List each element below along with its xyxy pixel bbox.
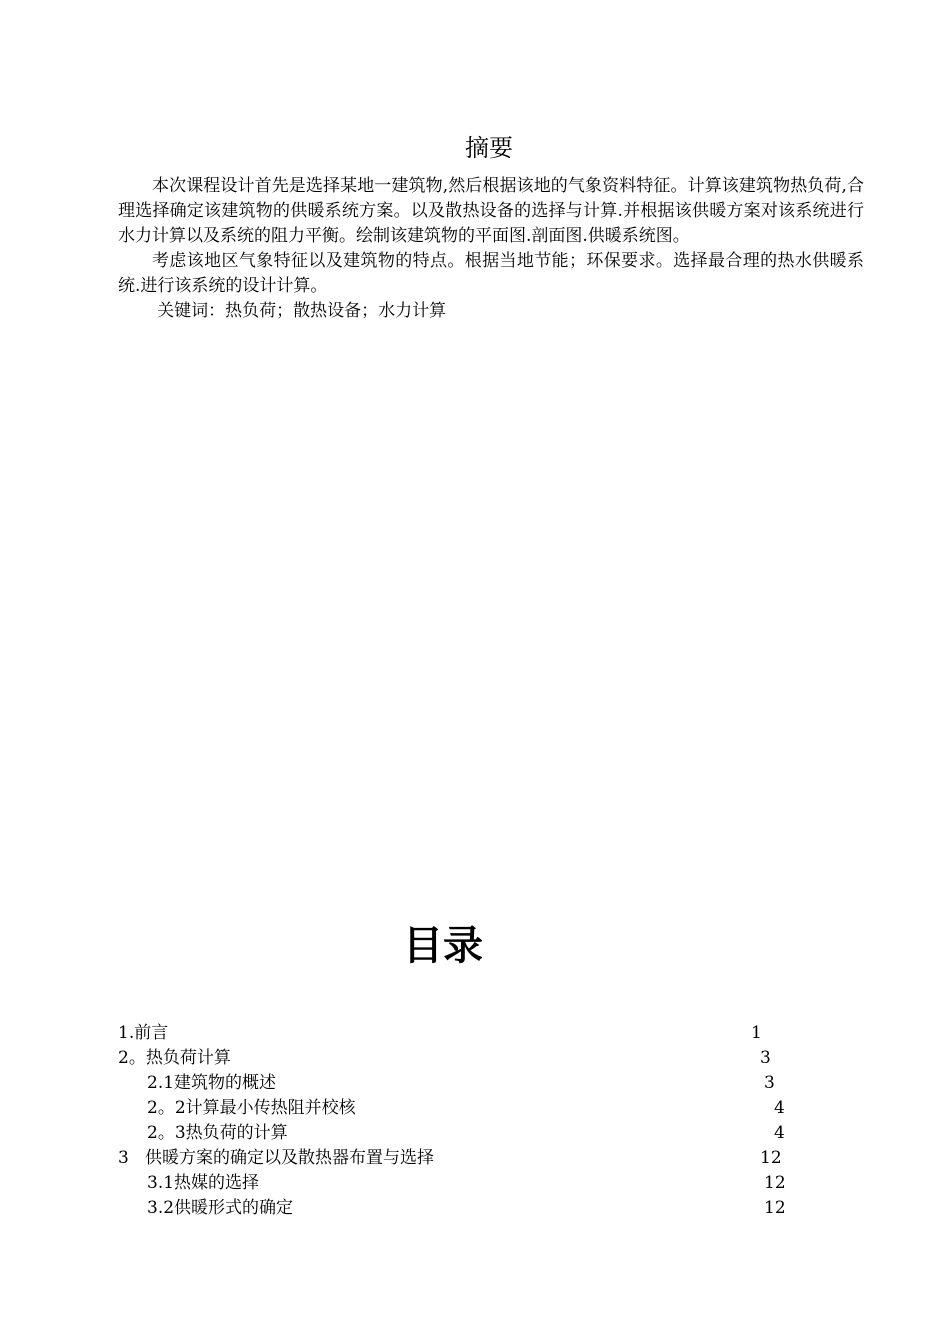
toc-entry-5[interactable] [0,1121,950,1146]
toc-entry-page: 4 [774,1123,785,1143]
toc-entry-label: 3 供暖方案的确定以及散热器布置与选择 [118,1148,435,1168]
toc-entry-page: 12 [764,1198,786,1218]
abstract-paragraph-1: 本次课程设计首先是选择某地一建筑物,然后根据该地的气象资料特征。计算该建筑物热负荷,合理选择确定该建筑物的供暖系统方案。以及散热设备的选择与计算.并根据该供暖方案对该系统进行水力计算以及系统的阻力平衡。绘制该建筑物的平面图.剖面图.供暖系统图。 [118,176,864,246]
toc-entry-6[interactable] [0,1146,950,1171]
toc-entry-3[interactable] [0,1071,950,1096]
toc-entry-page: 1 [751,1023,762,1043]
toc-entry-1[interactable] [0,1021,950,1046]
toc-entry-7[interactable] [0,1171,950,1196]
toc-entry-label: 3.2供暖形式的确定 [147,1198,294,1218]
abstract-title: 摘要 [465,134,513,162]
toc-entry-label: 2。2计算最小传热阻并校核 [147,1098,356,1118]
toc-entry-page: 12 [764,1173,786,1193]
toc-entry-8[interactable] [0,1196,950,1221]
toc-entry-page: 12 [760,1148,782,1168]
toc-entry-label: 3.1热媒的选择 [147,1173,260,1193]
abstract-body [118,174,864,324]
toc-entry-4[interactable] [0,1096,950,1121]
toc-entry-page: 3 [764,1073,775,1093]
abstract-paragraph-2: 考虑该地区气象特征以及建筑物的特点。根据当地节能；环保要求。选择最合理的热水供暖系统.进行该系统的设计计算。 [118,251,864,296]
toc-entry-label: 2。3热负荷的计算 [147,1123,288,1143]
toc-entry-page: 3 [760,1048,771,1068]
toc-entry-label: 2.1建筑物的概述 [147,1073,277,1093]
toc-entry-label: 2。热负荷计算 [118,1048,231,1068]
abstract-keywords: 关键词：热负荷；散热设备；水力计算 [157,301,447,321]
toc-entry-page: 4 [774,1098,785,1118]
toc-title: 目录 [403,922,483,969]
toc-entry-label: 1.前言 [118,1023,169,1043]
toc-entry-2[interactable] [0,1046,950,1071]
table-of-contents [0,1021,950,1221]
